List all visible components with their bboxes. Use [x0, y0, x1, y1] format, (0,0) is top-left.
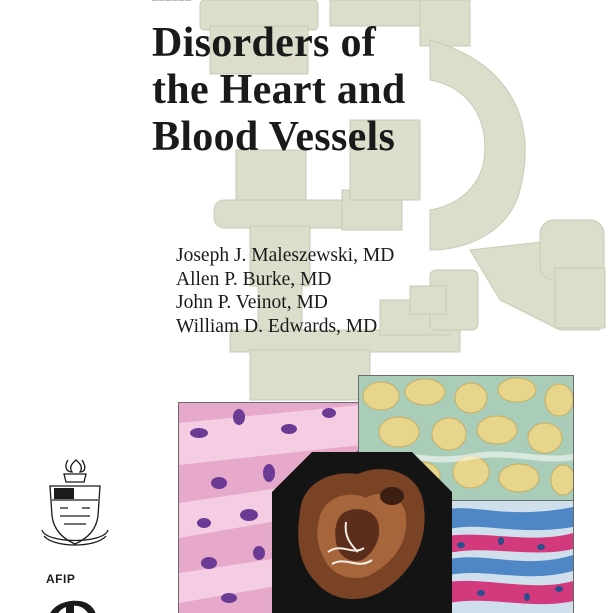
title-line-3: Blood Vessels [152, 114, 396, 161]
author-name: Allen P. Burke, MD [176, 268, 332, 290]
author-name: John P. Veinot, MD [176, 292, 328, 313]
series-rule: ────── [152, 0, 193, 5]
author-name: Joseph J. Maleszewski, MD [176, 245, 395, 266]
afip-crest-icon [38, 458, 112, 552]
title-line-1: Disorders of [152, 20, 377, 66]
publisher-mark: AFIP [46, 572, 76, 586]
author-list [176, 244, 394, 338]
book-title [152, 20, 572, 161]
heart-specimen-image [272, 452, 452, 613]
microscope-logo-icon [40, 594, 100, 613]
author-name: William D. Edwards, MD [176, 315, 378, 337]
histology-image-blue [440, 500, 574, 613]
title-line-2: the Heart and [152, 67, 406, 114]
